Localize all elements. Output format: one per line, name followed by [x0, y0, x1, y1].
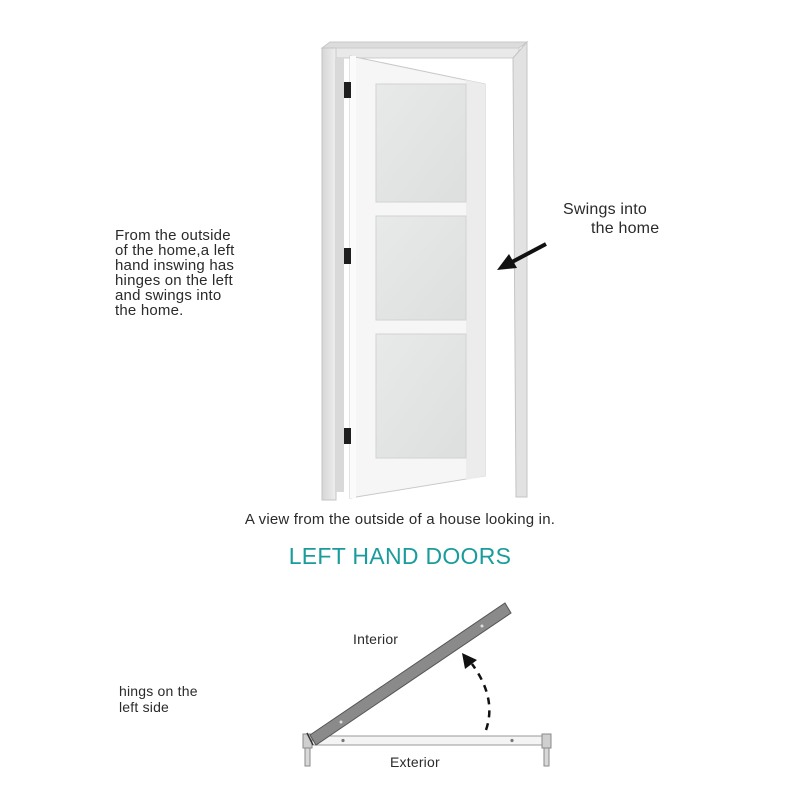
page-title: LEFT HAND DOORS: [288, 543, 512, 569]
interior-label: Interior: [353, 631, 399, 647]
hinge-side-note: hings on the left side: [119, 683, 198, 715]
right-jamb: [542, 734, 551, 766]
curved-dashed-arrow-icon: [462, 653, 489, 730]
exterior-label: Exterior: [390, 754, 440, 770]
door-slab: [310, 603, 511, 745]
view-caption: A view from the outside of a house looking in.: [244, 511, 556, 528]
threshold: [312, 736, 542, 745]
swing-label: Swings into the home: [563, 201, 660, 237]
outside-note: From the outside of the home,a left hand inswing has hinges on the left and swings into the home.: [115, 227, 235, 319]
